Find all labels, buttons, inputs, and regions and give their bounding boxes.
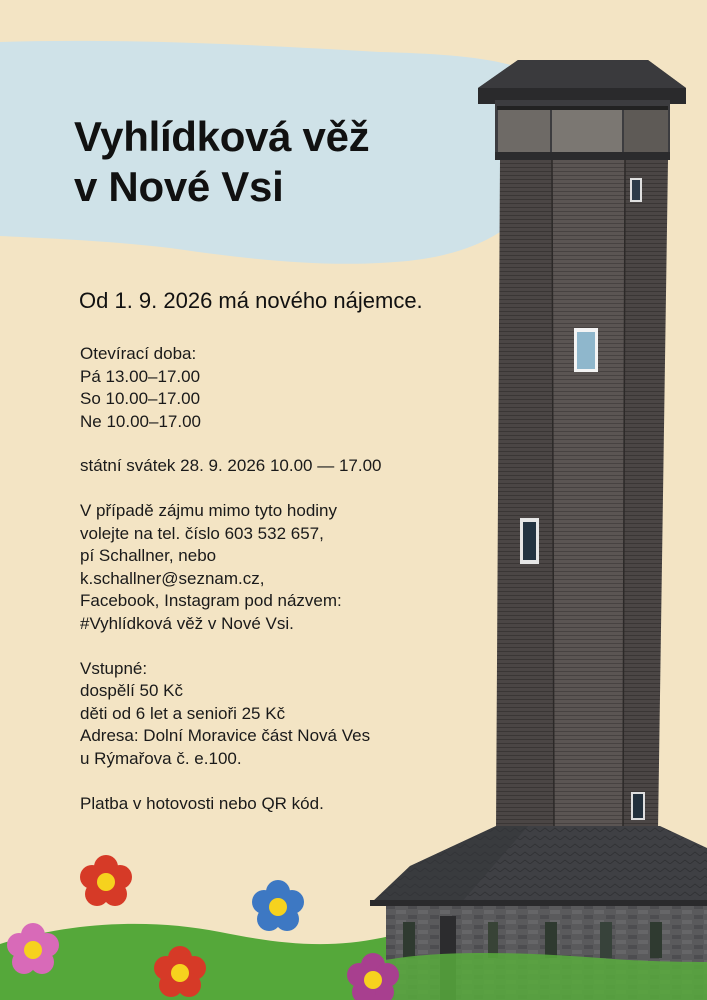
title-line-1: Vyhlídková věž [74,113,370,160]
contact-line: pí Schallner, nebo [80,546,217,566]
payment-info: Platba v hotovosti nebo QR kód. [80,793,324,813]
info-block [80,343,381,815]
address-line: u Rýmařova č. e.100. [80,748,242,768]
contact-line: Facebook, Instagram pod názvem: [80,591,342,611]
flower-icon [347,953,399,1000]
admission-heading: Vstupné: [80,658,148,678]
spacer [80,636,381,658]
spacer [80,478,381,500]
flower-icon [252,880,304,931]
spacer [80,771,381,793]
flower-icon [80,855,132,906]
admission-line: dospělí 50 Kč [80,681,184,701]
holiday-hours: státní svátek 28. 9. 2026 10.00 — 17.00 [80,456,382,476]
contact-hashtag: #Vyhlídková věž v Nové Vsi. [80,613,294,633]
title-line-2: v Nové Vsi [74,163,284,210]
contact-email: k.schallner@seznam.cz, [80,568,265,588]
hours-line: Pá 13.00–17.00 [80,366,201,386]
poster-title [74,112,369,212]
admission-line: děti od 6 let a senioři 25 Kč [80,703,286,723]
spacer [80,433,381,455]
flower-icon [7,923,59,974]
hours-heading: Otevírací doba: [80,344,197,363]
contact-line: volejte na tel. číslo 603 532 657, [80,523,324,543]
hours-line: So 10.00–17.00 [80,389,201,409]
contact-line: V případě zájmu mimo tyto hodiny [80,500,338,520]
poster-subtitle: Od 1. 9. 2026 má nového nájemce. [79,288,423,313]
hours-line: Ne 10.00–17.00 [80,411,201,431]
flower-icon [154,946,206,997]
address-line: Adresa: Dolní Moravice část Nová Ves [80,726,371,746]
